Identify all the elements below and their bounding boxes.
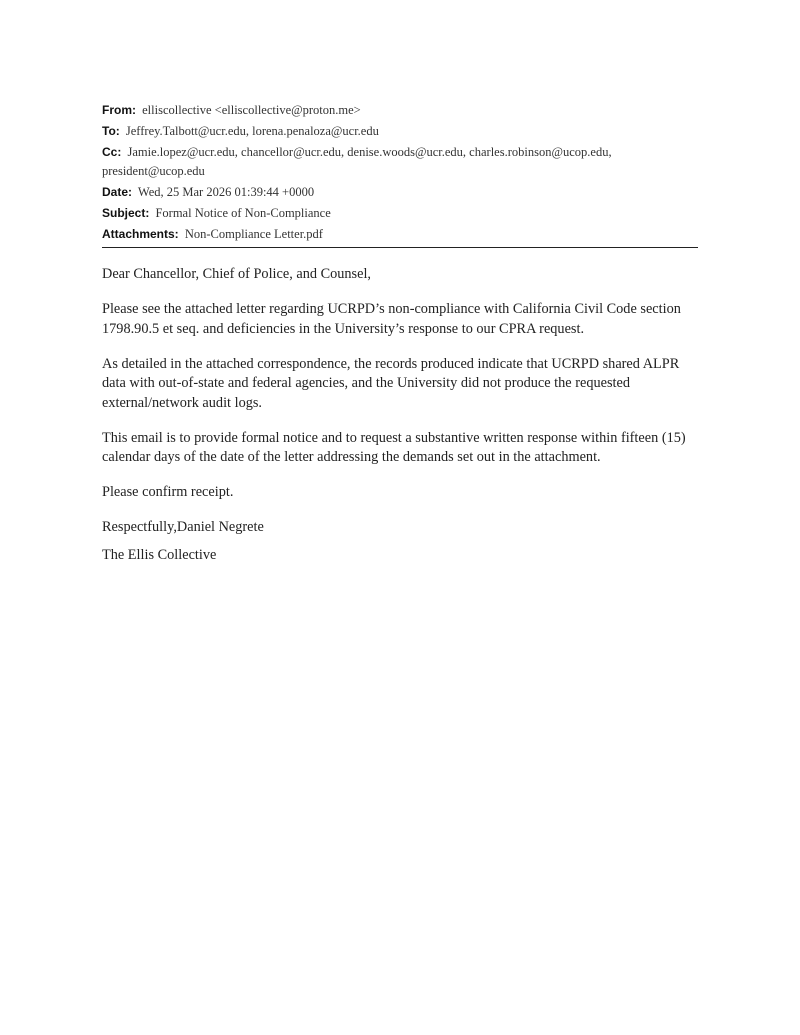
subject-value: Formal Notice of Non-Compliance — [155, 206, 331, 220]
cc-row — [102, 143, 698, 181]
greeting: Dear Chancellor, Chief of Police, and Counsel, — [102, 266, 372, 282]
organization-name: The Ellis Collective — [102, 546, 217, 563]
body-paragraph-2: As detailed in the attached correspondence, the records produced indicate that UCRPD shared ALPR data with out-of-state and federal agencies, and the University did not produce the requested external/network audit logs. — [102, 355, 680, 411]
attachments-label: Attachments: — [102, 227, 179, 241]
body-paragraph-4: Please confirm receipt. — [102, 484, 234, 500]
date-value: Wed, 25 Mar 2026 01:39:44 +0000 — [137, 185, 315, 199]
signoff: Respectfully,Daniel Negrete — [102, 519, 264, 535]
to-value: Jeffrey.Talbott@ucr.edu, lorena.penaloza@ucr.edu — [125, 124, 379, 138]
body-paragraph-1: Please see the attached letter regarding UCRPD’s non-compliance with California Civil Code section 1798.90.5 et seq. and deficiencies in the University’s response to our CPRA request. — [102, 301, 681, 337]
attachments-row — [102, 225, 698, 244]
email-body — [102, 265, 698, 565]
date-row — [102, 183, 698, 202]
header-divider — [102, 247, 698, 248]
from-row — [102, 101, 698, 120]
date-label: Date: — [102, 185, 133, 199]
from-label: From: — [102, 103, 136, 117]
to-row — [102, 122, 698, 141]
attachments-value: Non-Compliance Letter.pdf — [184, 227, 323, 241]
cc-label: Cc: — [102, 145, 122, 159]
body-paragraph-3: This email is to provide formal notice and to request a substantive written response within fifteen (15) calendar days of the date of the letter addressing the demands set out in the attachment. — [102, 429, 686, 465]
to-label: To: — [102, 124, 120, 138]
subject-row — [102, 204, 698, 223]
from-value: elliscollective <elliscollective@proton.me> — [142, 103, 361, 117]
subject-label: Subject: — [102, 206, 150, 220]
email-printout — [102, 101, 698, 573]
cc-value: Jamie.lopez@ucr.edu, chancellor@ucr.edu, denise.woods@ucr.edu, charles.robinson@ucop.edu, president@ucop.edu — [102, 145, 612, 178]
